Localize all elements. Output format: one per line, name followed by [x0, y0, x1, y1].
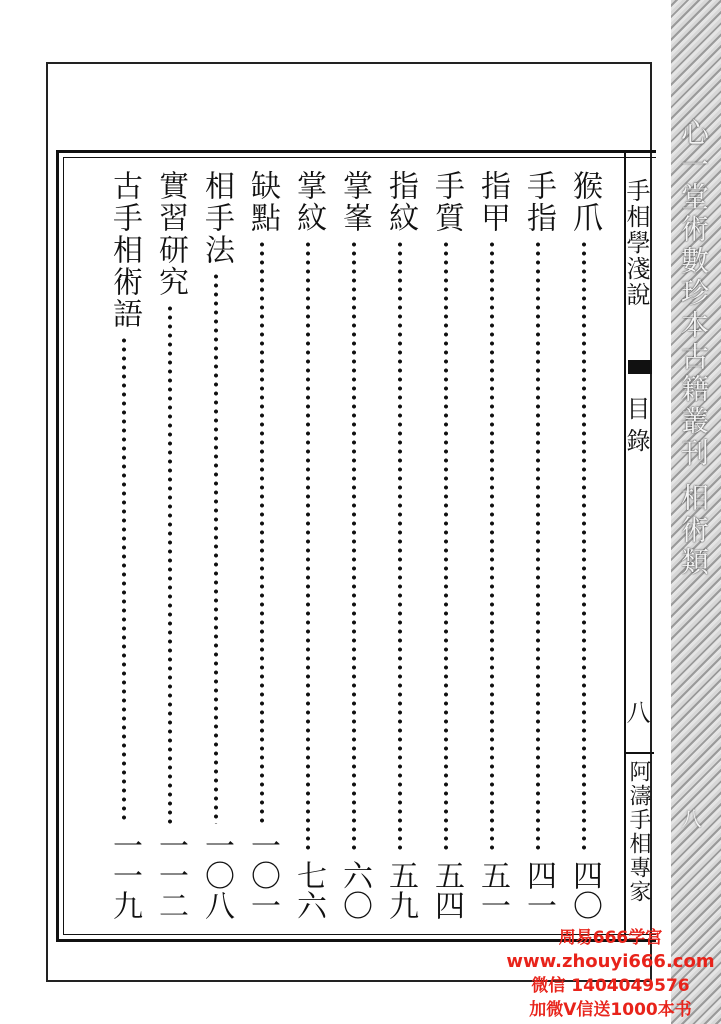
- toc-entry-page: 五四: [429, 860, 464, 920]
- toc-entry-title: 猴爪: [567, 170, 602, 234]
- toc-entry-title: 缺點: [245, 170, 280, 234]
- toc-entry: [244, 170, 280, 920]
- dot-leader: [443, 240, 449, 854]
- toc-entry-page: 六〇: [337, 860, 372, 920]
- toc-entry: [198, 170, 234, 920]
- dot-leader: [397, 240, 403, 854]
- toc-entry-title: 掌紋: [291, 170, 326, 234]
- toc-entry-page: 七六: [291, 860, 326, 920]
- leaf-number: 八: [622, 700, 650, 724]
- toc-entry-title: 古手相術語: [107, 170, 142, 330]
- dot-leader: [167, 304, 173, 824]
- watermark-line: 加微V信送1000本书: [529, 1000, 692, 1020]
- toc-entry-page: 五九: [383, 860, 418, 920]
- toc-entry-page: 一〇八: [199, 830, 234, 920]
- dot-leader: [121, 336, 127, 824]
- dot-leader: [351, 240, 357, 854]
- spine-page-number: 八: [678, 808, 702, 828]
- toc-entry-title: 指紋: [383, 170, 418, 234]
- toc-entry-title: 掌峯: [337, 170, 372, 234]
- toc-entry-page: 一一九: [107, 830, 142, 920]
- toc-entry-title: 手指: [521, 170, 556, 234]
- dot-leader: [489, 240, 495, 854]
- toc-entry-title: 手質: [429, 170, 464, 234]
- toc-entry: [566, 170, 602, 920]
- toc-entry-title: 實習研究: [153, 170, 188, 298]
- toc-entry: [428, 170, 464, 920]
- toc-entry-page: 四〇: [567, 860, 602, 920]
- spine-band: [671, 0, 721, 1024]
- series-title: 心一堂術數珍本古籍叢刊 相術類: [677, 118, 710, 579]
- toc-entry: [152, 170, 188, 920]
- watermark-line: 周易666学宫: [558, 928, 663, 948]
- toc-entry-page: 一〇一: [245, 830, 280, 920]
- toc-entry: [106, 170, 142, 920]
- book-title: 手相學淺說: [622, 178, 650, 308]
- toc-entry: [382, 170, 418, 920]
- dot-leader: [213, 272, 219, 824]
- toc-entry: [290, 170, 326, 920]
- fish-tail-mark: [628, 360, 652, 374]
- toc-entry-title: 指甲: [475, 170, 510, 234]
- dot-leader: [305, 240, 311, 854]
- author-label: 阿濤手相專家: [626, 760, 651, 904]
- watermark-url: www.zhouyi666.com: [506, 951, 715, 972]
- column-divider: [626, 752, 654, 754]
- toc-entry: [520, 170, 556, 920]
- section-label: 目錄: [622, 396, 650, 460]
- toc-entry-page: 一一二: [153, 830, 188, 920]
- toc-entry-title: 相手法: [199, 170, 234, 266]
- dot-leader: [535, 240, 541, 854]
- watermark: [500, 926, 721, 1022]
- dot-leader: [259, 240, 265, 824]
- toc-entry-page: 五一: [475, 860, 510, 920]
- toc-entry-page: 四一: [521, 860, 556, 920]
- watermark-line: 微信 1404049576: [531, 976, 690, 996]
- dot-leader: [581, 240, 587, 854]
- toc-entry: [474, 170, 510, 920]
- toc-entry: [336, 170, 372, 920]
